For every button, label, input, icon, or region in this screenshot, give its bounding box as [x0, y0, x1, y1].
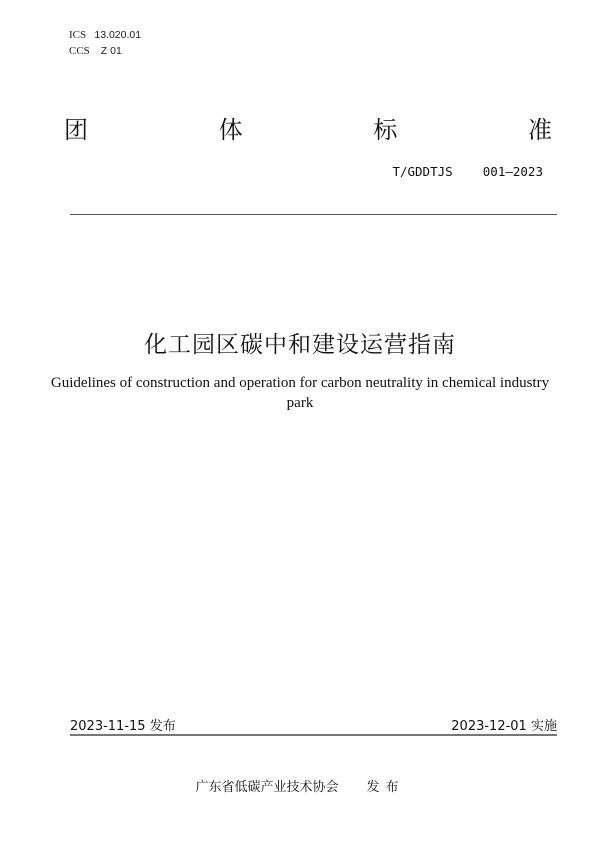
ics-classification — [69, 29, 141, 42]
implementation-date — [451, 715, 557, 734]
issue-date-value: 2023-11-15 — [70, 719, 146, 734]
document-title-chinese: 化工园区碳中和建设运营指南 — [144, 332, 456, 358]
standard-type-char-3: 标 — [373, 115, 398, 144]
ics-code: 13.020.01 — [94, 29, 142, 41]
publisher-action: 发布 — [366, 780, 405, 795]
publisher-organization: 广东省低碳产业技术协会 — [195, 780, 339, 795]
implementation-date-label: 实施 — [530, 719, 557, 734]
standard-number-prefix: T/GDDTJS — [392, 164, 453, 179]
standard-type-char-4: 准 — [527, 115, 552, 144]
standard-number — [392, 164, 543, 179]
publisher-line — [0, 776, 600, 795]
implementation-date-value: 2023-12-01 — [451, 719, 527, 734]
ccs-classification — [69, 45, 122, 58]
issue-date-label: 发布 — [149, 719, 176, 734]
standard-type-heading — [64, 110, 552, 144]
standard-type-char-1: 团 — [64, 115, 88, 144]
header-divider — [70, 214, 557, 215]
footer-divider — [70, 734, 557, 736]
standard-number-value: 001—2023 — [482, 164, 543, 179]
document-title-english: Guidelines of construction and operation for carbon neutrality in chemical industry park — [50, 375, 550, 411]
standard-type-char-2: 体 — [218, 115, 243, 144]
issue-date — [70, 715, 176, 734]
ccs-label: CCS — [69, 45, 90, 57]
ccs-code: Z 01 — [100, 45, 122, 57]
ics-label: ICS — [69, 29, 87, 41]
